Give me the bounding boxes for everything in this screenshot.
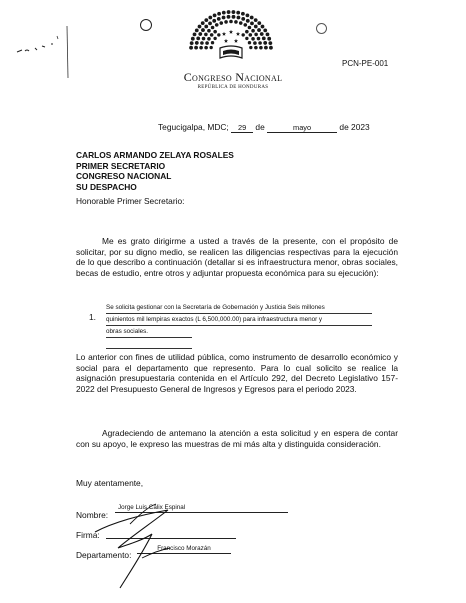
- emblem-star: [222, 32, 226, 36]
- emblem-dot: [237, 16, 241, 20]
- signature-label: Firma:: [76, 530, 100, 540]
- emblem-dot: [222, 16, 226, 20]
- date-month: mayo: [267, 123, 337, 133]
- name-value: Jorge Luis Cálix Espinal: [115, 503, 288, 513]
- emblem-dot: [251, 29, 255, 33]
- emblem-dot: [257, 28, 261, 32]
- emblem-dot: [215, 23, 219, 27]
- emblem-dot: [249, 33, 253, 37]
- recipient-title: PRIMER SECRETARIO: [76, 160, 166, 171]
- emblem-dot: [201, 28, 205, 32]
- emblem-dot: [268, 41, 272, 45]
- emblem-dot: [229, 20, 233, 24]
- request-list: [106, 302, 372, 338]
- emblem-dot: [219, 21, 223, 25]
- emblem-dot: [246, 13, 250, 17]
- emblem-dot: [250, 16, 254, 20]
- emblem-dot: [200, 41, 204, 45]
- paragraph-purpose-text: Lo anterior con fines de utilidad pública, como instrumento de desarrollo económico y social para el departamento que represento. Para lo cual solicito se realice la asignación presupuestaria contenida en el Artículo 292, del Decreto Legislativo 157-2022 del Presupuesto General de Ingresos y Egresos para el periodo 2023.: [76, 352, 398, 394]
- emblem-dot: [217, 17, 221, 21]
- emblem-banner-fill: [223, 50, 239, 56]
- emblem-dot: [246, 19, 250, 23]
- emblem-dot: [227, 10, 231, 14]
- emblem-dot: [208, 16, 212, 20]
- emblem-dot: [222, 11, 226, 15]
- emblem-dot: [253, 41, 257, 45]
- emblem-star: [236, 32, 240, 36]
- emblem-dot: [262, 36, 266, 40]
- department-value: Francisco Morazán: [137, 544, 231, 554]
- emblem-dot: [211, 41, 214, 44]
- emblem-dot: [196, 36, 200, 40]
- emblem-dot: [207, 29, 211, 33]
- emblem-dot: [211, 26, 215, 30]
- emblem-dot: [243, 23, 247, 27]
- emblem-dot: [232, 10, 236, 14]
- date-line: [158, 122, 370, 133]
- name-label: Nombre:: [76, 510, 109, 520]
- emblem-dot: [212, 19, 216, 23]
- emblem-dot: [249, 46, 252, 49]
- congress-emblem-icon: [176, 4, 286, 64]
- emblem-dot: [251, 37, 255, 41]
- emblem-dot: [248, 41, 251, 44]
- emblem-dot: [204, 18, 208, 22]
- emblem-dot: [194, 46, 198, 50]
- blank-line: [106, 347, 192, 349]
- paragraph-purpose: [76, 352, 398, 394]
- date-day: 29: [231, 123, 253, 133]
- emblem-dot: [189, 46, 193, 50]
- emblem-dot: [254, 25, 258, 29]
- department-label: Departamento:: [76, 550, 132, 560]
- emblem-dot: [210, 33, 214, 37]
- emblem-dot: [227, 15, 231, 19]
- emblem-star: [229, 30, 233, 34]
- list-number: 1.: [89, 312, 96, 322]
- emblem-dot: [260, 32, 264, 36]
- emblem-dot: [234, 20, 238, 24]
- recipient-office: SU DESPACHO: [76, 181, 137, 192]
- emblem-dot: [190, 41, 194, 45]
- emblem-dot: [198, 32, 202, 36]
- emblem-dot: [241, 33, 244, 36]
- emblem-dot: [257, 37, 261, 41]
- emblem-dot: [208, 21, 212, 25]
- emblem-dot: [245, 37, 248, 40]
- emblem-dot: [213, 13, 217, 17]
- recipient-org: CONGRESO NACIONAL: [76, 171, 172, 181]
- emblem-dot: [245, 30, 249, 34]
- emblem-dot: [254, 18, 258, 22]
- recipient-name: CARLOS ARMANDO ZELAYA ROSALES: [76, 150, 234, 160]
- emblem-dot: [241, 12, 245, 16]
- emblem-dot: [191, 37, 195, 41]
- decorative-circle-right: [316, 23, 327, 34]
- emblem-dot: [224, 20, 228, 24]
- emblem-dot: [269, 46, 273, 50]
- document-reference: PCN-PE-001: [342, 59, 389, 68]
- date-city: Tegucigalpa, MDC;: [158, 122, 229, 132]
- paragraph-thanks-text: Agradeciendo de antemano la atención a esta solicitud y en espera de contar con su apoyo, le expreso las muestras de mi más alta y distinguida consideración.: [76, 428, 398, 449]
- emblem-dot: [248, 26, 252, 30]
- emblem-dot: [236, 11, 240, 15]
- date-year: de 2023: [339, 122, 370, 132]
- emblem-star: [234, 39, 238, 43]
- handwritten-signature: [90, 484, 210, 594]
- emblem-star: [224, 39, 228, 43]
- emblem-dot: [201, 21, 205, 25]
- emblem-dot: [259, 46, 263, 50]
- emblem-dot: [204, 46, 208, 50]
- emblem-dot: [207, 37, 211, 41]
- emblem-dot: [264, 46, 268, 50]
- emblem-dot: [263, 28, 267, 32]
- emblem-dot: [199, 46, 203, 50]
- emblem-dot: [195, 28, 199, 32]
- handwritten-mark: [15, 22, 85, 82]
- emblem-dot: [217, 33, 220, 36]
- emblem-dot: [195, 41, 199, 45]
- emblem-dot: [254, 33, 258, 37]
- paragraph-thanks: [76, 428, 398, 449]
- list-line: Se solicita gestionar con la Secretaría de Gobernación y Justicia Seis millones: [106, 302, 372, 314]
- date-de: de: [255, 122, 265, 132]
- org-subtitle: REPÚBLICA DE HONDURAS: [197, 85, 269, 90]
- emblem-dot: [213, 30, 217, 34]
- emblem-dot: [258, 41, 262, 45]
- emblem-dot: [241, 17, 245, 21]
- emblem-dot: [204, 33, 208, 37]
- list-line: quinientos mil lempiras exactos (L 6,500,000.00) para infraestructura menor y: [106, 314, 372, 326]
- emblem-dot: [267, 37, 271, 41]
- emblem-dot: [263, 41, 267, 45]
- emblem-dot: [257, 21, 261, 25]
- emblem-dot: [193, 33, 197, 37]
- emblem-dot: [232, 15, 236, 19]
- emblem-dot: [250, 21, 254, 25]
- emblem-dot: [261, 25, 265, 29]
- emblem-dot: [254, 46, 258, 50]
- recipient-block: [76, 150, 234, 192]
- paragraph-request: [76, 236, 398, 278]
- closing: Muy atentamente,: [76, 478, 144, 488]
- emblem-dot: [239, 21, 243, 25]
- decorative-circle-left: [140, 19, 152, 31]
- emblem-dot: [266, 33, 270, 37]
- salutation: Honorable Primer Secretario:: [76, 196, 185, 206]
- emblem-dot: [213, 37, 216, 40]
- emblem-dot: [205, 41, 209, 45]
- list-line: obras sociales.: [106, 326, 192, 338]
- emblem-dot: [209, 46, 212, 49]
- emblem-dot: [217, 12, 221, 16]
- org-name: Congreso Nacional: [183, 70, 283, 84]
- emblem-dot: [202, 37, 206, 41]
- paragraph-request-text: Me es grato dirigirme a usted a través de la presente, con el propósito de solicitar, por su digno medio, se realicen las diligencias respectivas para la ejecución de lo que describo a continuación (detallar si es infraestructura menor, obras sociales, becas de estudio, entre otros y adjuntar propuesta económica para su ejecución):: [76, 236, 398, 278]
- emblem-dot: [204, 25, 208, 29]
- emblem-dot: [198, 25, 202, 29]
